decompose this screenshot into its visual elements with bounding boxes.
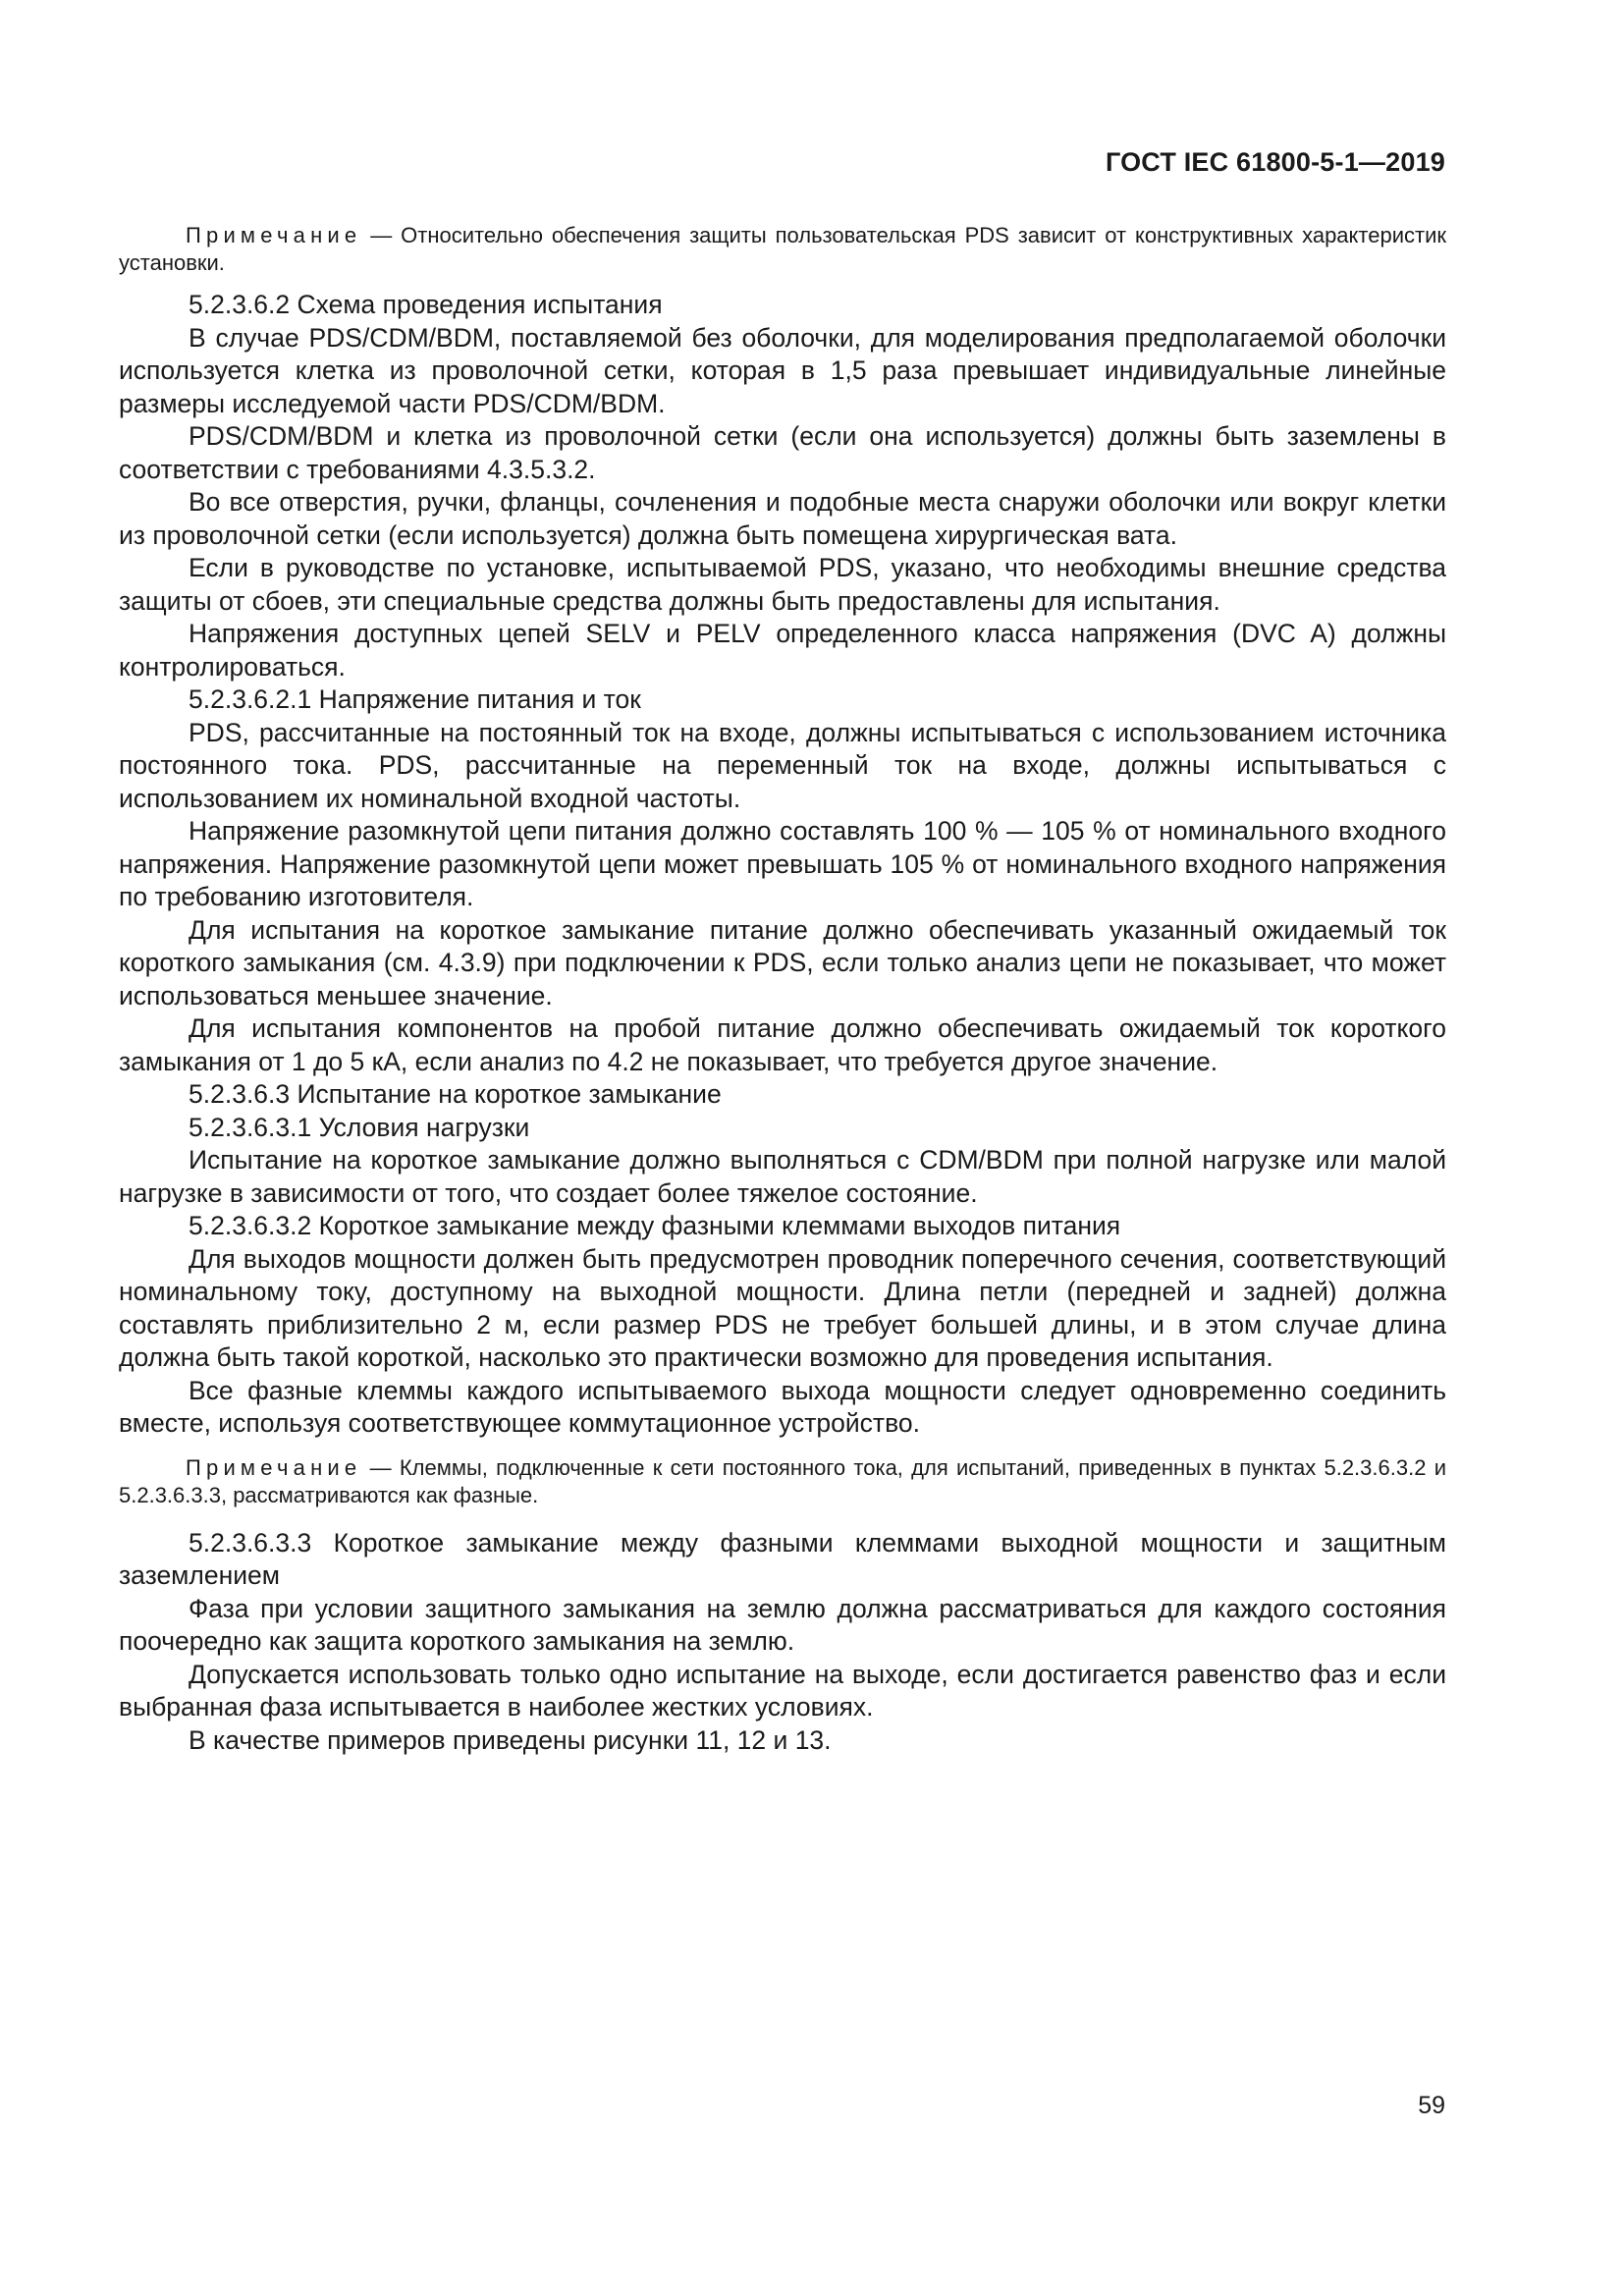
section-heading-5-2-3-6-2: 5.2.3.6.2 Схема проведения испытания	[189, 290, 663, 319]
section-heading-5-2-3-6-3-2: 5.2.3.6.3.2 Короткое замыкание между фазными клеммами выходов питания	[189, 1211, 1121, 1240]
section-heading-5-2-3-6-3-1: 5.2.3.6.3.1 Условия нагрузки	[189, 1112, 530, 1142]
paragraph: Для выходов мощности должен быть предусмотрен проводник поперечного сечения, соответствующий номинальному току, доступному на выходной мощности. Длина петли (передней и задней) должна составлять приблизительно 2 м, если размер PDS не требует большей длины, и в этом случае длина должна быть такой короткой, насколько это практически возможно для проведения испытания.	[119, 1243, 1446, 1372]
paragraph: Если в руководстве по установке, испытываемой PDS, указано, что необходимы внешние средства защиты от сбоев, эти специальные средства должны быть предоставлены для испытания.	[119, 553, 1446, 616]
paragraph: Фаза при условии защитного замыкания на землю должна рассматриваться для каждого состояния поочередно как защита короткого замыкания на землю.	[119, 1593, 1446, 1656]
page-number: 59	[1418, 2092, 1445, 2119]
paragraph: В случае PDS/CDM/BDM, поставляемой без оболочки, для моделирования предполагаемой оболочки используется клетка из проволочной сетки, которая в 1,5 раза превышает индивидуальные линейные размеры исследуемой части PDS/CDM/BDM.	[119, 322, 1446, 418]
note-2-label: Примечание	[186, 1454, 362, 1480]
section-heading-5-2-3-6-3-3: 5.2.3.6.3.3 Короткое замыкание между фазными клеммами выходной мощности и защитным заземлением	[119, 1527, 1446, 1590]
paragraph: Во все отверстия, ручки, фланцы, сочленения и подобные места снаружи оболочки или вокруг клетки из проволочной сетки (если используется) должна быть помещена хирургическая вата.	[119, 487, 1446, 550]
section-heading-5-2-3-6-2-1: 5.2.3.6.2.1 Напряжение питания и ток	[189, 684, 641, 714]
paragraph: Испытание на короткое замыкание должно выполняться с CDM/BDM при полной нагрузке или малой нагрузке в зависимости от того, что создает более тяжелое состояние.	[119, 1145, 1446, 1208]
paragraph: PDS/CDM/BDM и клетка из проволочной сетки (если она используется) должны быть заземлены в соответствии с требованиями 4.3.5.3.2.	[119, 421, 1446, 484]
paragraph: Для испытания компонентов на пробой питание должно обеспечивать ожидаемый ток короткого замыкания от 1 до 5 кА, если анализ по 4.2 не показывает, что требуется другое значение.	[119, 1013, 1446, 1076]
paragraph: PDS, рассчитанные на постоянный ток на входе, должны испытываться с использованием источника постоянного тока. PDS, рассчитанные на переменный ток на входе, должны испытываться с использованием их номинальной входной частоты.	[119, 717, 1446, 813]
note-2	[119, 1454, 1446, 1509]
paragraph: В качестве примеров приведены рисунки 11, 12 и 13.	[189, 1724, 832, 1755]
note-1-label: Примечание	[186, 223, 362, 247]
section-heading-5-2-3-6-3: 5.2.3.6.3 Испытание на короткое замыкание	[189, 1079, 722, 1109]
standard-header: ГОСТ IEC 61800-5-1—2019	[1105, 147, 1445, 177]
paragraph: Допускается использовать только одно испытание на выходе, если достигается равенство фаз и если выбранная фаза испытывается в наиболее жестких условиях.	[119, 1659, 1446, 1722]
note-2-text: — Клеммы, подключенные к сети постоянного тока, для испытаний, приведенных в пунктах 5.2.3.6.3.2 и 5.2.3.6.3.3, рассматриваются как фазные.	[119, 1454, 1446, 1507]
document-body	[119, 222, 1446, 1757]
paragraph: Все фазные клеммы каждого испытываемого выхода мощности следует одновременно соединить вместе, используя соответствующее коммутационное устройство.	[119, 1375, 1446, 1438]
paragraph: Для испытания на короткое замыкание питание должно обеспечивать указанный ожидаемый ток короткого замыкания (см. 4.3.9) при подключении к PDS, если только анализ цепи не показывает, что может использоваться меньшее значение.	[119, 914, 1446, 1011]
note-1-text: — Относительно обеспечения защиты пользовательская PDS зависит от конструктивных характеристик установки.	[119, 223, 1446, 275]
paragraph: Напряжения доступных цепей SELV и PELV определенного класса напряжения (DVC A) должны контролироваться.	[119, 619, 1446, 682]
paragraph: Напряжение разомкнутой цепи питания должно составлять 100 % — 105 % от номинального входного напряжения. Напряжение разомкнутой цепи может превышать 105 % от номинального входного напряжения по требованию изготовителя.	[119, 816, 1446, 911]
note-1	[119, 222, 1446, 277]
